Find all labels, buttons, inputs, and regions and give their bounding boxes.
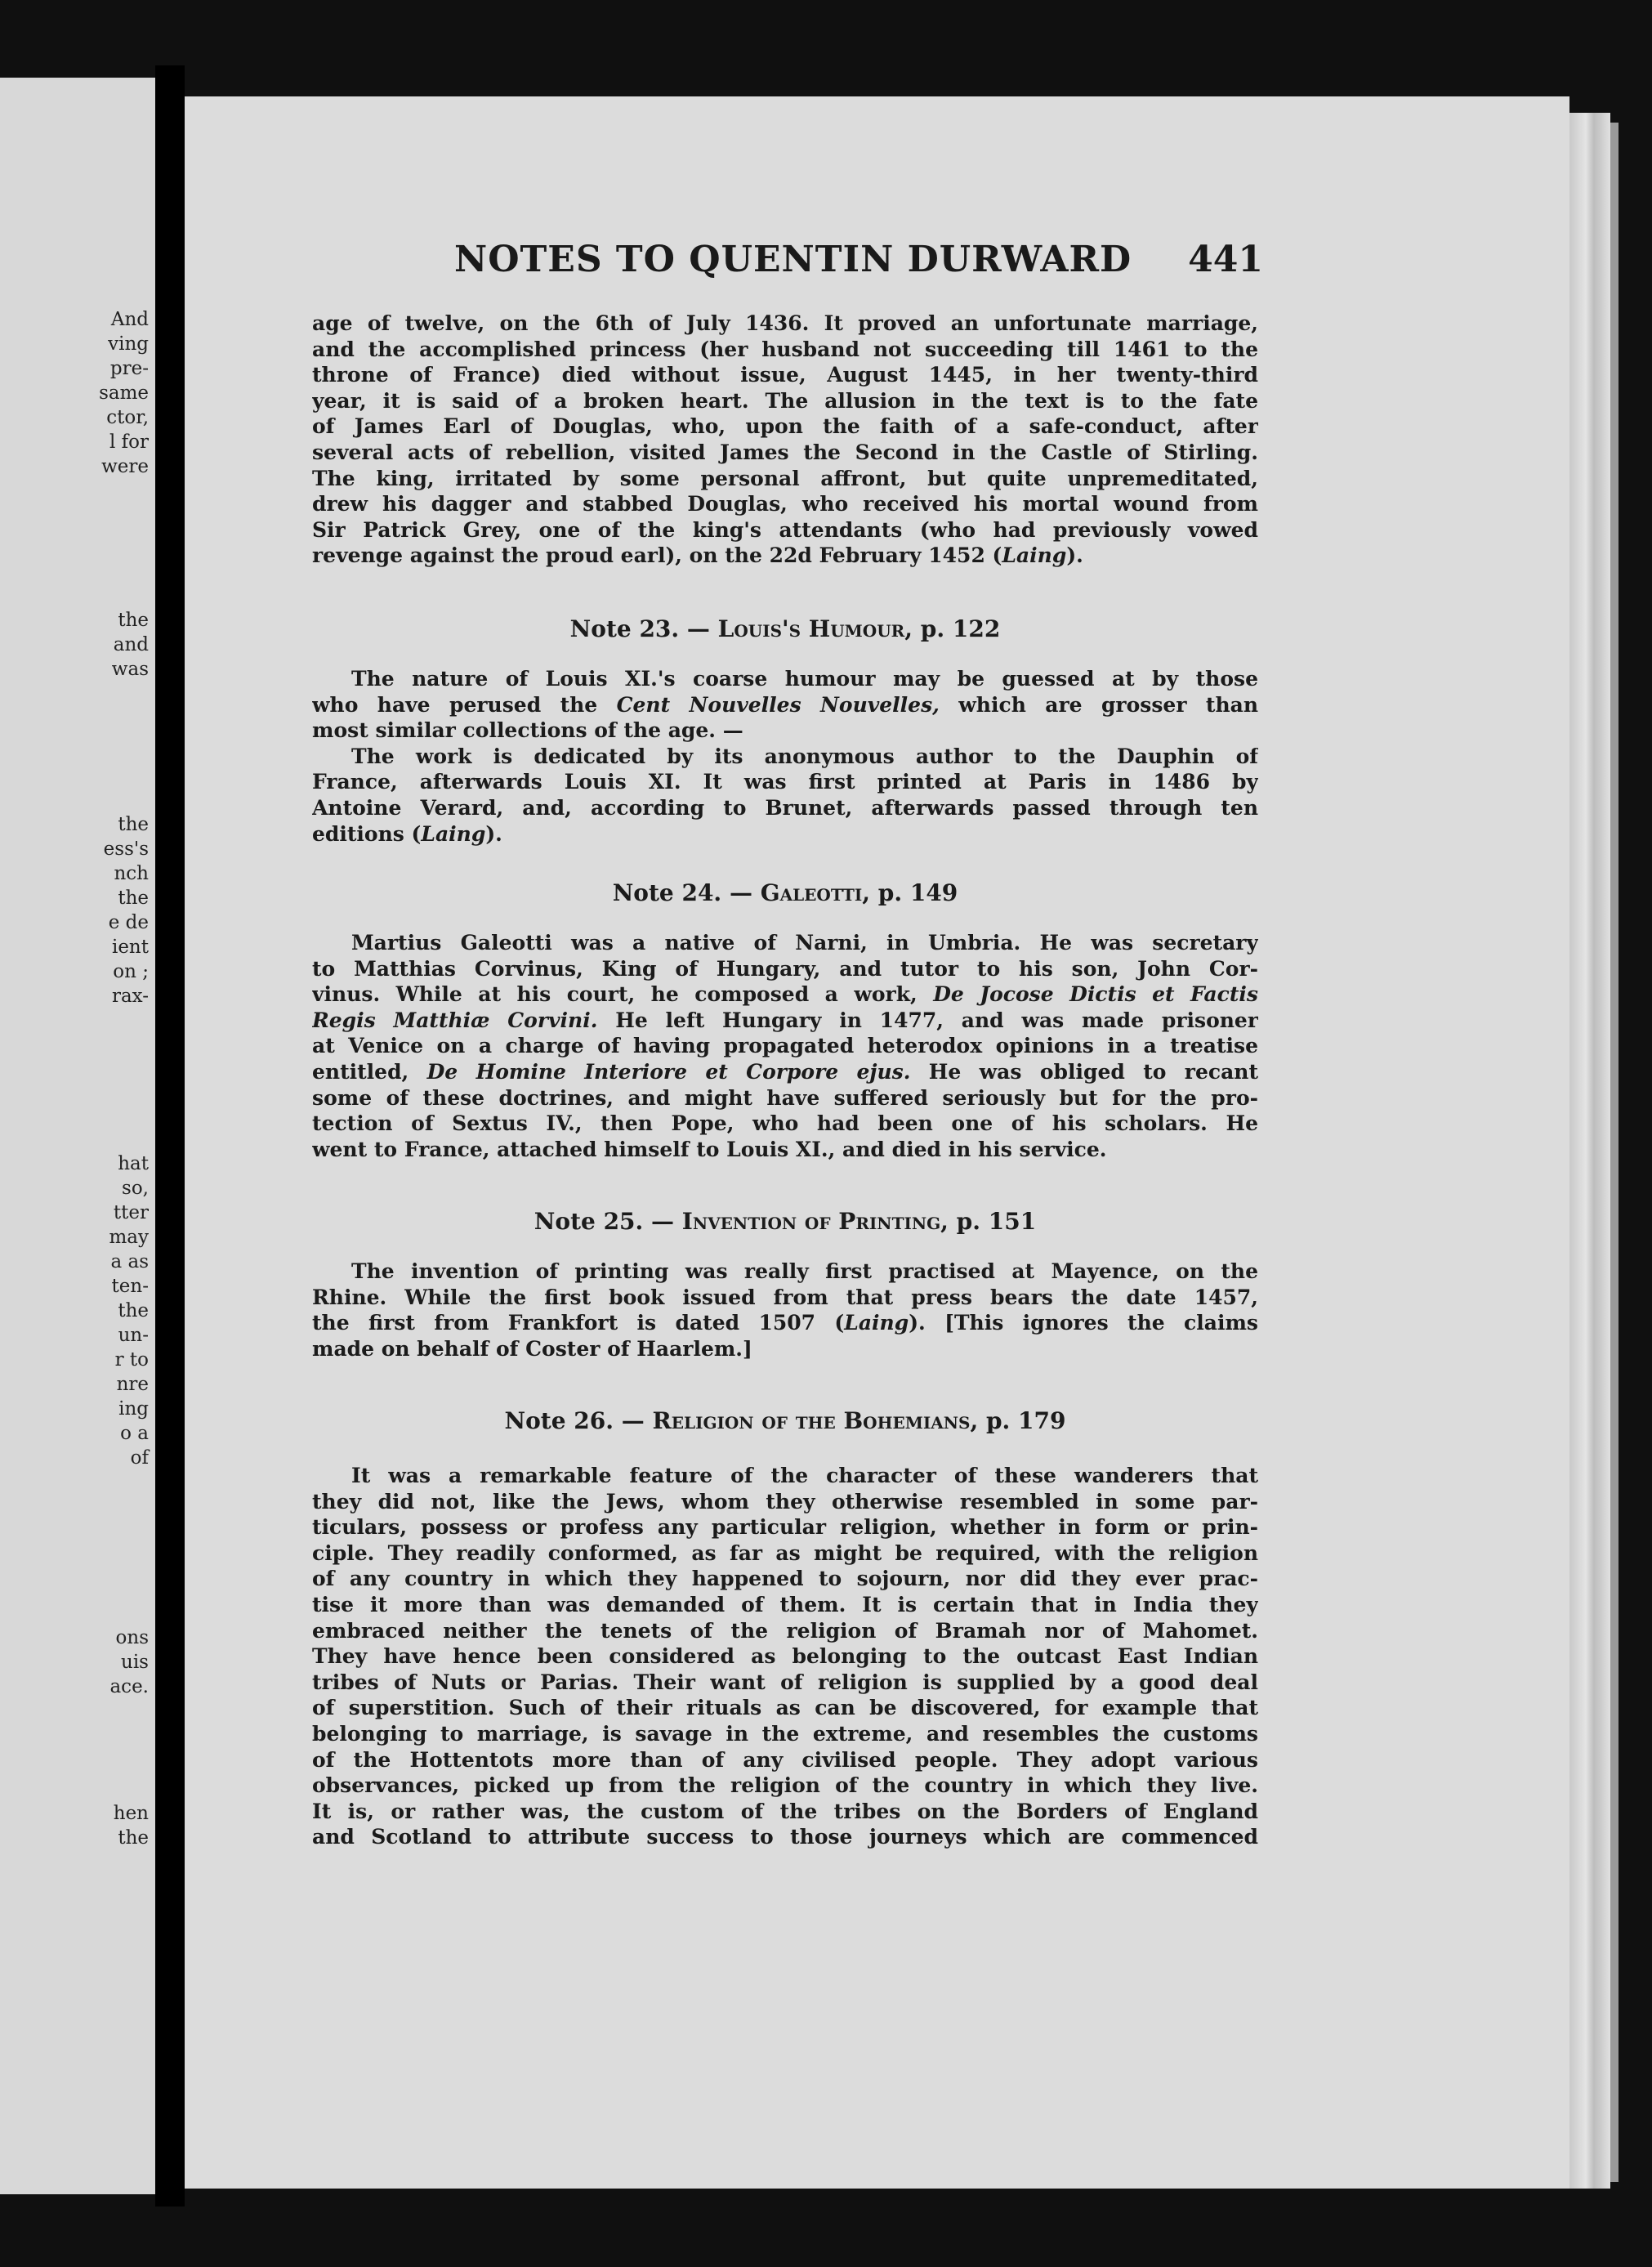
left-page-fragment: ient [111, 937, 149, 958]
text-line [312, 692, 1258, 718]
left-page-fragment: the [118, 814, 149, 835]
note-title: Galeotti, [760, 879, 871, 906]
text-line [312, 543, 1258, 569]
left-page-fragment: r to [114, 1349, 149, 1370]
text-line: Rhine. While the first book issued from that press bears the date 1457, [312, 1285, 1258, 1309]
note-25-body [312, 1259, 1258, 1362]
left-page-fragment: the [118, 888, 149, 909]
text-line: made on behalf of Coster of Haarlem.] [312, 1336, 752, 1361]
left-page-fragment: so, [122, 1178, 149, 1199]
text-run: entitled, [312, 1059, 427, 1084]
note-page-ref: p. 151 [956, 1208, 1037, 1235]
left-page-fragment: ten- [111, 1276, 149, 1297]
left-page-fragment: rax- [111, 986, 149, 1007]
text-line: belonging to marriage, is savage in the extreme, and resembles the customs [312, 1721, 1258, 1746]
text-run: vinus. While at his court, he composed a work, [312, 982, 934, 1007]
left-page-fragment: may [109, 1227, 149, 1248]
note-title: Invention of Printing, [681, 1208, 949, 1235]
text-line: It was a remarkable feature of the character of these wanderers that [351, 1464, 1258, 1487]
left-page-fragment: of [130, 1447, 149, 1469]
text-line: The king, irritated by some personal affront, but quite unpremeditated, [312, 466, 1258, 490]
text-run: the first from Frankfort is dated 1507 ( [312, 1311, 845, 1335]
book-title-italic: Regis Matthiæ Corvini. [312, 1008, 598, 1032]
text-run: which are grosser than [939, 692, 1258, 717]
left-page-fragment: tter [113, 1202, 149, 1223]
text-line [312, 821, 1258, 847]
left-page-fragment: And [110, 309, 149, 330]
note-23-heading [312, 615, 1258, 642]
note-26-body [312, 1463, 1258, 1850]
text-line [312, 981, 1258, 1008]
text-line: Antoine Verard, and, according to Brunet, afterwards passed through ten [312, 795, 1258, 820]
left-page-fragment: hen [113, 1803, 149, 1824]
text-run: revenge against the proud earl), on the 22d February 1452 ( [312, 543, 1002, 568]
text-run: He was obliged to recant [910, 1059, 1258, 1084]
left-facing-page [0, 78, 155, 2194]
text-line: went to France, attached himself to Louis XI., and died in his service. [312, 1137, 1107, 1161]
heading-dash: — [621, 1407, 645, 1434]
text-line: of the Hottentots more than of any civilised people. They adopt various [312, 1747, 1258, 1772]
left-page-fragment: l for [109, 431, 149, 453]
left-page-fragment: ess's [103, 838, 149, 860]
text-line: The work is dedicated by its anonymous author to the Dauphin of [351, 744, 1258, 768]
text-line [312, 1310, 1258, 1336]
note-label: Note 25. [534, 1208, 644, 1235]
running-header [454, 239, 1263, 291]
text-run: editions ( [312, 821, 422, 846]
left-page-fragment: the [118, 1827, 149, 1849]
left-page-fragment: nch [114, 863, 149, 884]
left-page-fragment: were [101, 456, 149, 477]
text-line: The invention of printing was really first practised at Mayence, on the [351, 1259, 1258, 1283]
note-label: Note 24. [612, 879, 722, 906]
citation-italic: Laing [421, 821, 486, 846]
text-line: drew his dagger and stabbed Douglas, who received his mortal wound from [312, 492, 1258, 516]
left-page-fragment: ace. [109, 1676, 149, 1697]
note-page-ref: p. 122 [920, 615, 1001, 642]
book-title-italic: Cent Nouvelles Nouvelles, [616, 692, 940, 717]
left-page-fragment: was [111, 659, 149, 680]
text-line: some of these doctrines, and might have suffered seriously but for the pro- [312, 1085, 1258, 1110]
note-title: Religion of the Bohemians, [652, 1407, 979, 1434]
text-run: ). [485, 821, 502, 846]
text-line: ciple. They readily conformed, as far as might be required, with the religion [312, 1540, 1258, 1565]
left-page-fragment: ctor, [106, 407, 149, 428]
text-run: He left Hungary in 1477, and was made prisoner [597, 1008, 1258, 1032]
text-run: ). [This ignores the claims [909, 1311, 1258, 1335]
note-page-ref: p. 149 [877, 879, 958, 906]
text-line: most similar collections of the age. — [312, 718, 743, 743]
running-title: NOTES TO QUENTIN DURWARD [454, 239, 1132, 280]
text-line: They have hence been considered as belonging to the outcast East Indian [312, 1644, 1258, 1669]
note-26-heading [312, 1407, 1258, 1434]
text-line: tise it more than was demanded of them. It is certain that in India they [312, 1592, 1258, 1616]
left-page-fragment: the [118, 1300, 149, 1321]
text-run: who have perused the [312, 692, 617, 717]
left-page-fragment: ons [115, 1627, 149, 1648]
text-line: embraced neither the tenets of the religion of Bramah nor of Mahomet. [312, 1618, 1258, 1643]
left-page-fragment: un- [118, 1325, 149, 1346]
note-24-heading [312, 879, 1258, 906]
text-line: to Matthias Corvinus, King of Hungary, and tutor to his son, John Cor- [312, 956, 1258, 981]
note-label: Note 26. [504, 1407, 614, 1434]
left-page-fragment: and [113, 634, 149, 655]
text-line: It is, or rather was, the custom of the tribes on the Borders of England [312, 1799, 1258, 1823]
note-label: Note 23. [569, 615, 680, 642]
heading-dash: — [686, 615, 710, 642]
note-page-ref: p. 179 [985, 1407, 1066, 1434]
page-number: 441 [1188, 239, 1263, 280]
text-line: at Venice on a charge of having propagated heterodox opinions in a treatise [312, 1034, 1258, 1058]
book-gutter [155, 65, 185, 2207]
text-line: Martius Galeotti was a native of Narni, in Umbria. He was secretary [351, 931, 1258, 955]
text-line: of superstition. Such of their rituals as can be discovered, for example that [312, 1696, 1258, 1720]
text-line: The nature of Louis XI.'s coarse humour may be guessed at by those [351, 667, 1258, 691]
note-title: Louis's Humour, [717, 615, 913, 642]
text-line: of James Earl of Douglas, who, upon the faith of a safe-conduct, after [312, 414, 1258, 439]
citation-italic: Laing [844, 1311, 909, 1335]
left-page-fragment: ing [118, 1398, 149, 1420]
text-line [312, 1008, 1258, 1034]
left-page-fragment: a as [110, 1251, 149, 1272]
book-title-italic: De Jocose Dictis et Factis [933, 982, 1258, 1007]
note-24-body [312, 930, 1258, 1162]
heading-dash: — [729, 879, 752, 906]
text-line: ticulars, possess or profess any particular religion, whether in form or prin- [312, 1515, 1258, 1540]
left-page-fragment: e de [108, 912, 149, 933]
left-page-fragment: same [99, 382, 149, 404]
note-25-heading [312, 1208, 1258, 1235]
text-line: tection of Sextus IV., then Pope, who had been one of his scholars. He [312, 1111, 1258, 1136]
book-title-italic: De Homine Interiore et Corpore ejus. [426, 1059, 911, 1084]
continued-note-paragraph [312, 311, 1258, 569]
text-line: of any country in which they happened to sojourn, nor did they ever prac- [312, 1567, 1258, 1591]
text-line: and Scotland to attribute success to those journeys which are commenced [312, 1825, 1258, 1849]
left-page-fragment: o a [120, 1423, 149, 1444]
text-line [312, 1059, 1258, 1085]
text-line: throne of France) died without issue, August 1445, in her twenty-third [312, 363, 1258, 387]
left-page-fragment: uis [121, 1652, 149, 1673]
left-page-fragment: pre- [109, 358, 149, 379]
page-stack-shadow [1610, 123, 1619, 2182]
text-run: ). [1066, 543, 1083, 568]
page-stack-edge [1569, 113, 1610, 2189]
text-line: France, afterwards Louis XI. It was first printed at Paris in 1486 by [312, 770, 1258, 794]
text-line: several acts of rebellion, visited James the Second in the Castle of Stirling. [312, 440, 1258, 464]
left-page-fragment: hat [118, 1153, 149, 1174]
citation-italic: Laing [1002, 543, 1067, 568]
text-line: observances, picked up from the religion of the country in which they live. [312, 1773, 1258, 1798]
text-line: age of twelve, on the 6th of July 1436. It proved an unfortunate marriage, [312, 311, 1258, 335]
text-line: Sir Patrick Grey, one of the king's attendants (who had previously vowed [312, 517, 1258, 542]
left-page-fragment: the [118, 610, 149, 631]
text-line: and the accomplished princess (her husband not succeeding till 1461 to the [312, 337, 1258, 361]
left-page-fragment: nre [116, 1374, 149, 1395]
text-line: they did not, like the Jews, whom they otherwise resembled in some par- [312, 1489, 1258, 1514]
left-page-fragment: ving [108, 333, 149, 355]
heading-dash: — [651, 1208, 675, 1235]
text-line: year, it is said of a broken heart. The allusion in the text is to the fate [312, 388, 1258, 413]
left-page-fragment: on ; [113, 961, 149, 982]
note-23-body [312, 666, 1258, 847]
text-line: tribes of Nuts or Parias. Their want of religion is supplied by a good deal [312, 1670, 1258, 1694]
